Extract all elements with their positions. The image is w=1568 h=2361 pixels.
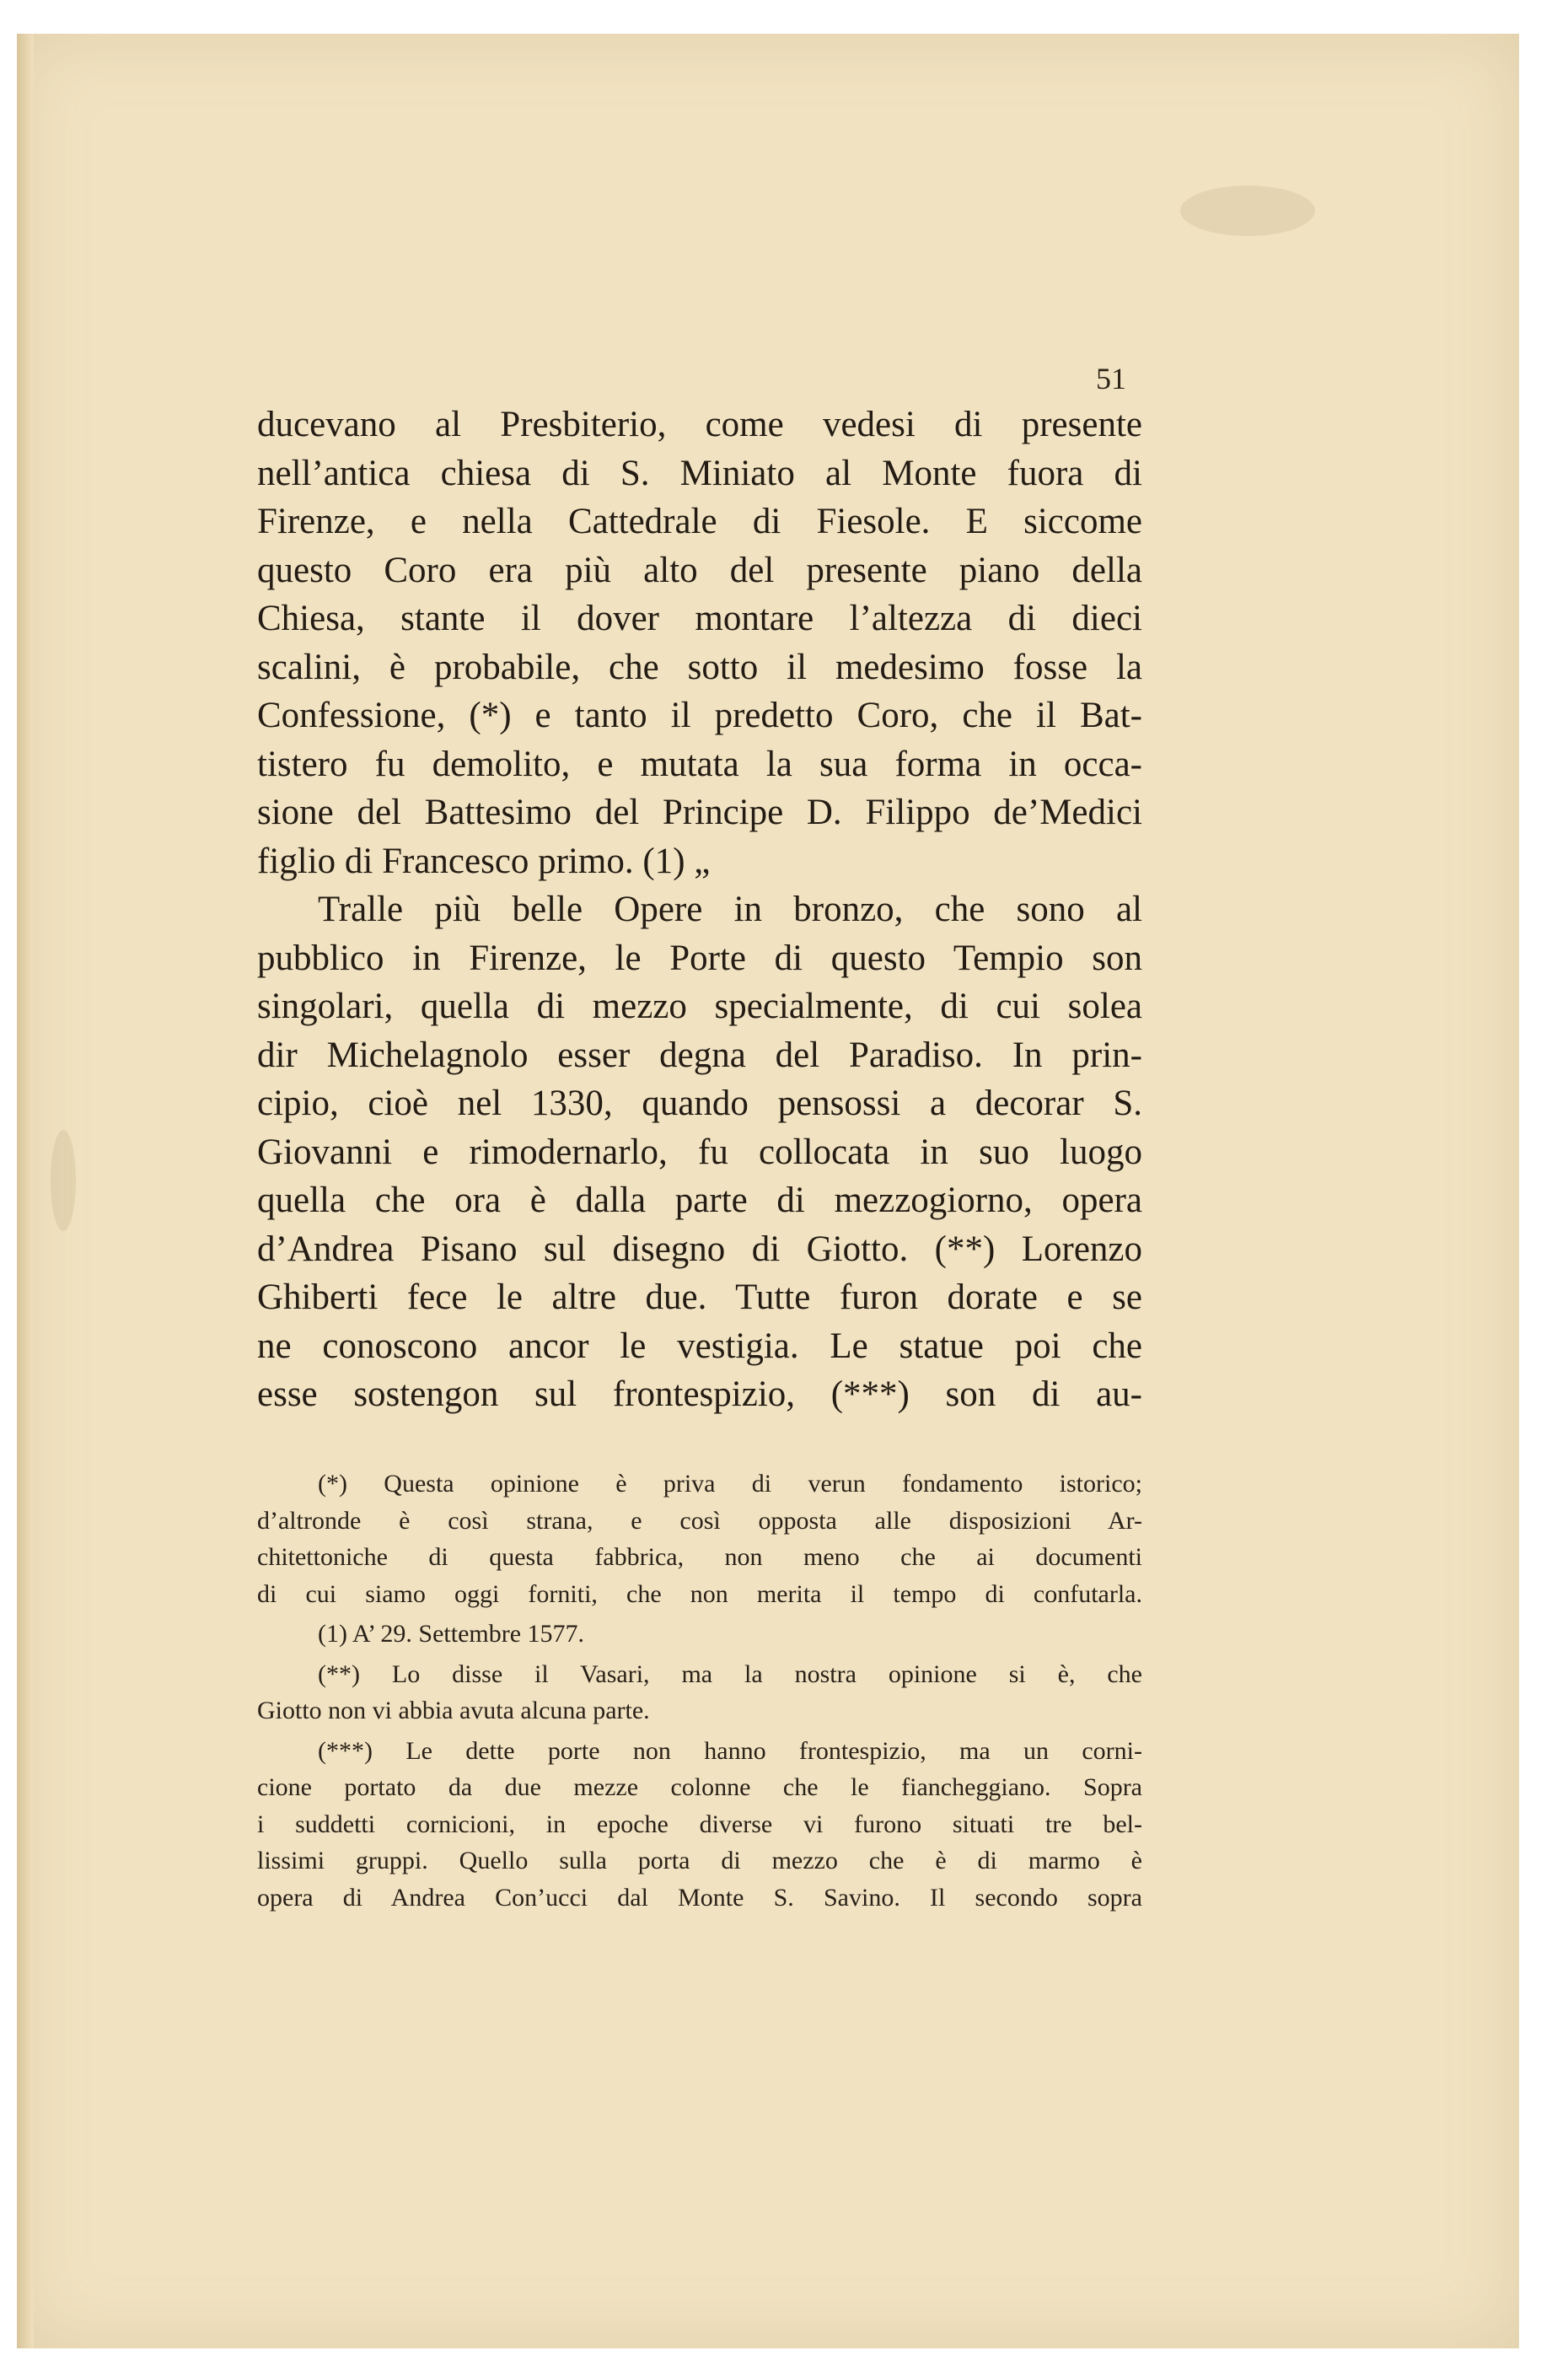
body-line: nell’antica chiesa di S. Miniato al Monte fuora di bbox=[257, 453, 1142, 493]
body-line: quella che ora è dalla parte di mezzogiorno, opera bbox=[257, 1180, 1142, 1220]
body-line: Confessione, (*) e tanto il predetto Coro, che il Bat- bbox=[257, 696, 1142, 735]
body-line: Ghiberti fece le altre due. Tutte furon dorate e se bbox=[257, 1277, 1142, 1317]
body-line: tistero fu demolito, e mutata la sua forma in occa- bbox=[257, 744, 1142, 784]
body-line: Tralle più belle Opere in bronzo, che sono al bbox=[318, 890, 1142, 929]
footnote-line: chitettoniche di questa fabbrica, non meno che ai documenti bbox=[257, 1543, 1142, 1571]
footnote-line: di cui siamo oggi forniti, che non merita il tempo di confutarla. bbox=[257, 1579, 1142, 1608]
footnote-line: (***) Le dette porte non hanno frontespizio, ma un corni- bbox=[318, 1736, 1142, 1765]
body-line: cipio, cioè nel 1330, quando pensossi a decorar S. bbox=[257, 1084, 1142, 1123]
page-number: 51 bbox=[1096, 362, 1126, 395]
footnote-line: d’altronde è così strana, e così opposta alle disposizioni Ar- bbox=[257, 1506, 1142, 1535]
paper-stain bbox=[1180, 186, 1315, 236]
body-line: ne conoscono ancor le vestigia. Le statue poi che bbox=[257, 1326, 1142, 1366]
body-line: pubblico in Firenze, le Porte di questo Tempio son bbox=[257, 938, 1142, 978]
body-line: Chiesa, stante il dover montare l’altezza di dieci bbox=[257, 599, 1142, 638]
footnote-line: cione portato da due mezze colonne che le fiancheggiano. Sopra bbox=[257, 1773, 1142, 1801]
body-line: Giovanni e rimodernarlo, fu collocata in suo luogo bbox=[257, 1132, 1142, 1172]
body-line: questo Coro era più alto del presente piano della bbox=[257, 550, 1142, 590]
footnote-line: Giotto non vi abbia avuta alcuna parte. bbox=[257, 1697, 650, 1724]
body-line: Firenze, e nella Cattedrale di Fiesole. E siccome bbox=[257, 502, 1142, 541]
body-line: figlio di Francesco primo. (1) „ bbox=[257, 841, 711, 881]
body-line: sione del Battesimo del Principe D. Filippo de’Medici bbox=[257, 793, 1142, 832]
body-line: ducevano al Presbiterio, come vedesi di presente bbox=[257, 405, 1142, 444]
footnote-line: (*) Questa opinione è priva di verun fondamento istorico; bbox=[318, 1470, 1142, 1498]
body-text bbox=[257, 401, 1142, 1419]
footnote-line: opera di Andrea Con’ucci dal Monte S. Savino. Il secondo sopra bbox=[257, 1883, 1142, 1912]
body-line: dir Michelagnolo esser degna del Paradiso. In prin- bbox=[257, 1035, 1142, 1075]
body-line: esse sostengon sul frontespizio, (***) son di au- bbox=[257, 1374, 1142, 1414]
footnote-line: (**) Lo disse il Vasari, ma la nostra opinione si è, che bbox=[318, 1659, 1142, 1688]
footnote-line: (1) A’ 29. Settembre 1577. bbox=[318, 1620, 585, 1648]
body-line: scalini, è probabile, che sotto il medesimo fosse la bbox=[257, 647, 1142, 687]
footnote-line: i suddetti cornicioni, in epoche diverse vi furono situati tre bel- bbox=[257, 1810, 1142, 1838]
body-line: d’Andrea Pisano sul disegno di Giotto. (**) Lorenzo bbox=[257, 1229, 1142, 1269]
footnote-line: lissimi gruppi. Quello sulla porta di mezzo che è di marmo è bbox=[257, 1847, 1142, 1874]
body-line: singolari, quella di mezzo specialmente, di cui solea bbox=[257, 987, 1142, 1026]
paper-stain bbox=[51, 1130, 76, 1231]
footnotes bbox=[257, 1466, 1142, 1916]
